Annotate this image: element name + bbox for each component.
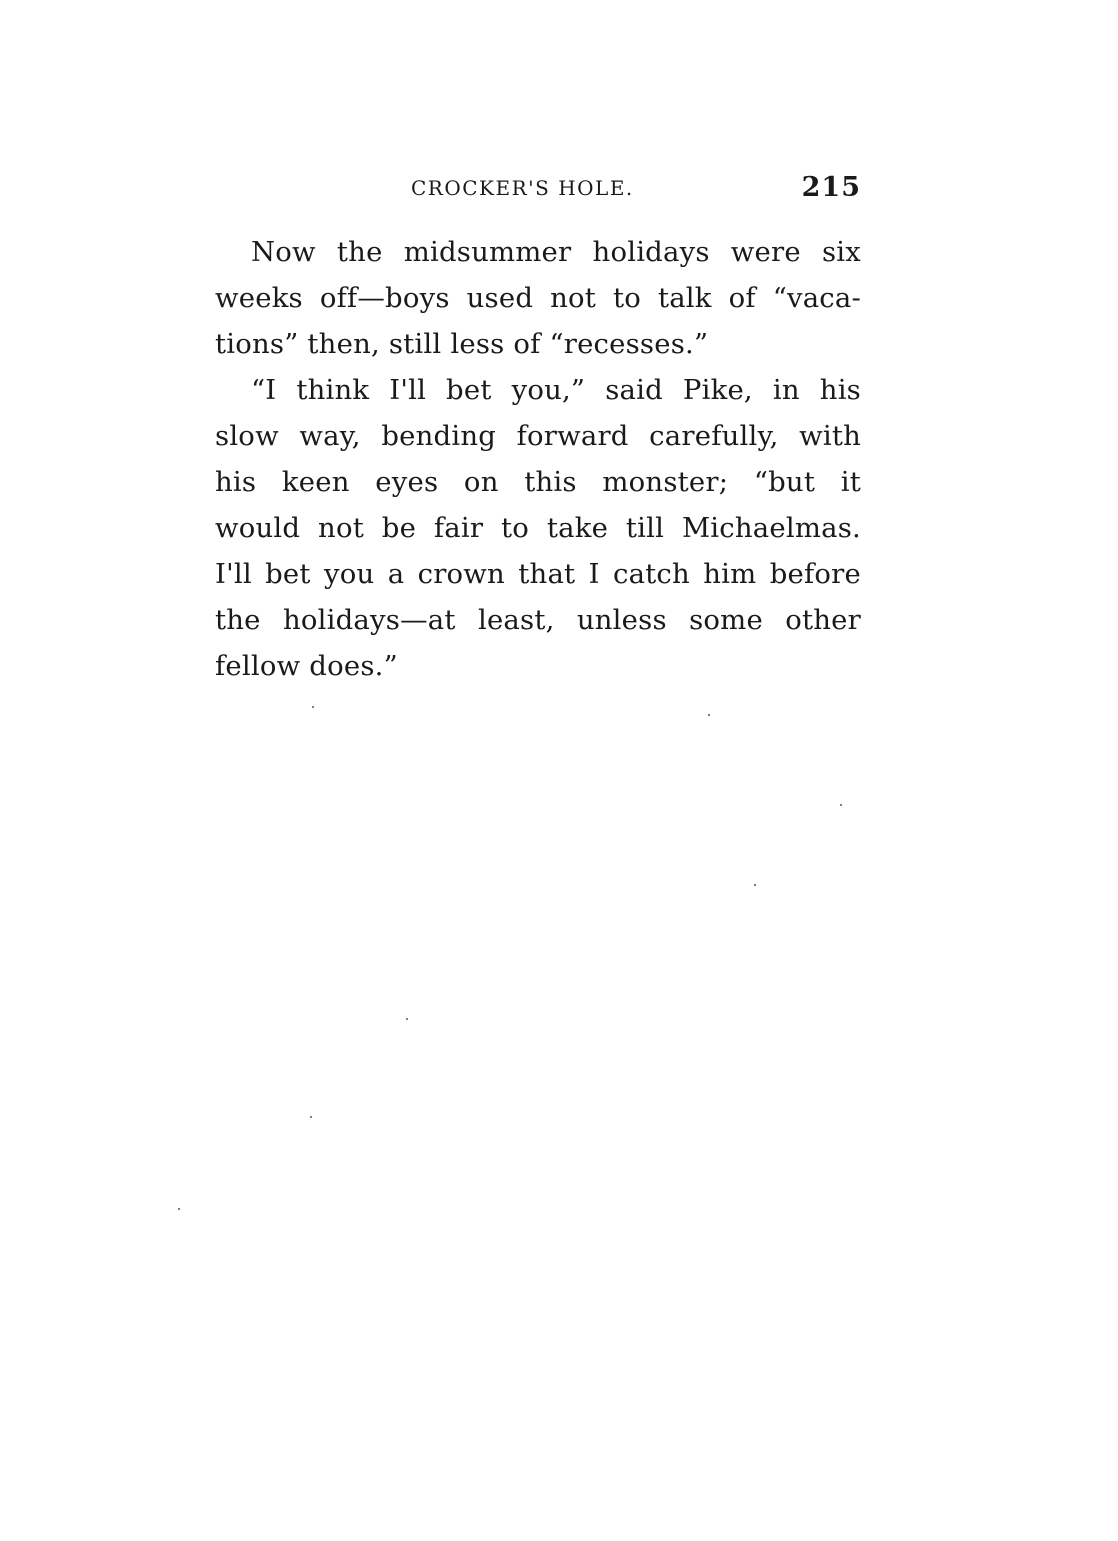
text-line: slow way, bending forward carefully, with [215,420,861,452]
running-title: CROCKER'S HOLE. [411,176,634,200]
scan-speck [310,1116,312,1118]
text-line: would not be fair to take till Michaelmas. [215,512,861,544]
scan-speck [178,1208,180,1210]
text-line: tions” then, still less of “recesses.” [215,328,709,360]
text-line: I'll bet you a crown that I catch him before [215,558,861,590]
scan-speck [840,804,842,806]
text-line: the holidays—at least, unless some other [215,604,861,636]
text-line: fellow does.” [215,650,398,682]
page-number: 215 [801,172,861,203]
text-line: weeks off—boys used not to talk of “vaca- [215,282,861,314]
scan-speck [754,884,756,886]
body-text [215,229,861,689]
scan-speck [708,714,710,716]
scan-speck [406,1018,408,1020]
text-line: “I think I'll bet you,” said Pike, in his [251,374,861,406]
scan-speck [312,706,314,708]
text-line: Now the midsummer holidays were six [251,236,861,268]
text-line: his keen eyes on this monster; “but it [215,466,861,498]
running-head [215,170,861,210]
